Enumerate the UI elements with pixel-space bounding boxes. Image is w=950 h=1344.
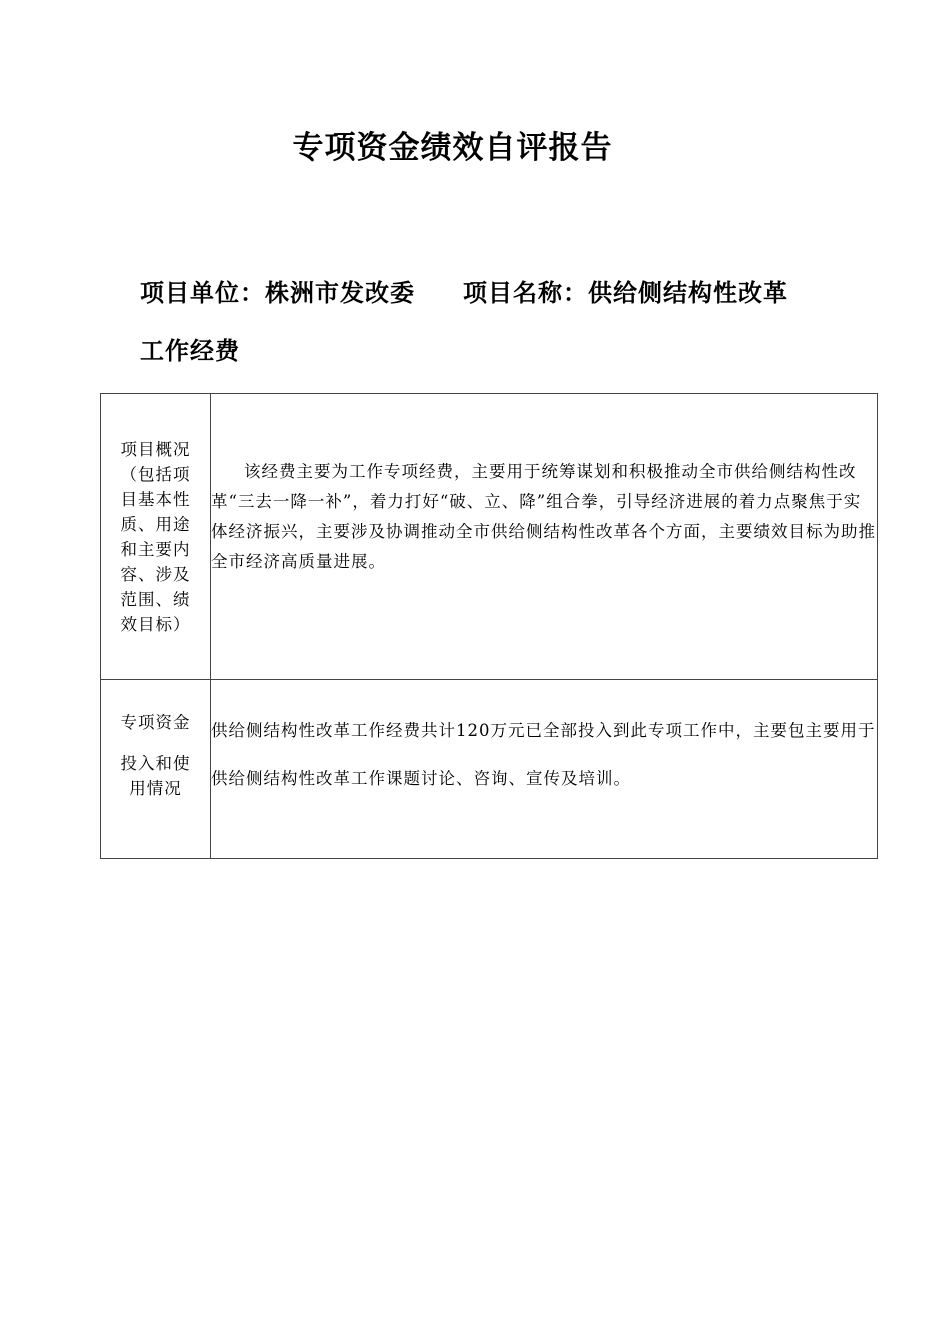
- funding-content: 供给侧结构性改革工作经费共计120万元已全部投入到此专项工作中，主要包主要用于供给侧结构性改革工作课题讨论、咨询、宣传及培训。: [211, 721, 876, 788]
- funding-header-line2: 投入和使用情况: [120, 753, 191, 798]
- document-title: 专项资金绩效自评报告: [292, 130, 613, 166]
- project-name-continuation: 工作经费: [140, 336, 240, 365]
- funding-header-line1: 专项资金: [120, 712, 191, 732]
- project-unit-label: 项目单位：: [140, 278, 265, 307]
- funding-header-cell: [101, 680, 211, 859]
- overview-content: 该经费主要为工作专项经费，主要用于统筹谋划和积极推动全市供给侧结构性改革“三去一降一补”，着力打好“破、立、降”组合拳，引导经济进展的着力点聚焦于实体经济振兴，主要涉及协调推动全市供给侧结构性改革各个方面，主要绩效目标为助推全市经济高质量进展。: [211, 461, 876, 571]
- project-unit-value: 株洲市发改委: [265, 278, 415, 307]
- overview-content-cell: [211, 394, 878, 680]
- project-info-line: [140, 275, 788, 311]
- table-row-funding: [101, 680, 878, 859]
- report-table: [100, 393, 878, 859]
- overview-header: 项目概况（包括项目基本性质、用途和主要内容、涉及范围、绩效目标）: [120, 439, 191, 634]
- overview-header-cell: [101, 394, 211, 680]
- project-name-label: 项目名称：: [463, 278, 588, 307]
- funding-content-cell: [211, 680, 878, 859]
- table-row-overview: [101, 394, 878, 680]
- project-name-value: 供给侧结构性改革: [588, 278, 788, 307]
